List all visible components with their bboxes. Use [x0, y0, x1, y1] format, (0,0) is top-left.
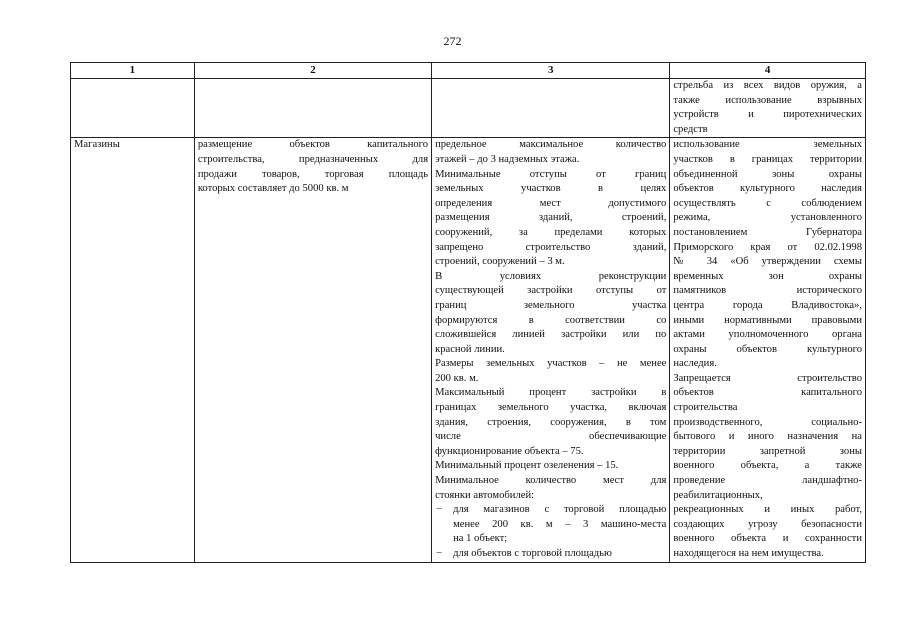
- table-row-shops: [71, 138, 866, 562]
- text-line: рекреационных и иных работ,: [673, 504, 862, 516]
- text-line: − для объектов с торговой площадью: [453, 548, 612, 559]
- text-line: памятников исторического: [673, 285, 862, 297]
- text-line: № 34 «Об утверждении схемы: [673, 256, 862, 268]
- text-line: на 1 объект;: [453, 533, 508, 545]
- text-line: В условиях реконструкции: [435, 270, 667, 282]
- text-line: наследия.: [673, 358, 717, 370]
- text-line: производственного, социально-: [673, 416, 862, 428]
- lines: [453, 503, 666, 547]
- text-line: реабилитационных,: [673, 489, 763, 501]
- text-line: земельных участков в целях: [435, 183, 667, 195]
- text-line: Минимальное количество мест для: [435, 475, 667, 487]
- cell-restrictions: [670, 138, 866, 562]
- text-line: сооружений, за пределами которых: [435, 226, 667, 238]
- text-line: функционирование объекта – 75.: [435, 445, 584, 457]
- lines: [435, 386, 666, 459]
- text-line: иными нормативными правовыми: [673, 314, 862, 326]
- text-line: строительства: [673, 402, 738, 414]
- text-line: красной линии.: [435, 343, 505, 355]
- text-line: − для магазинов с торговой площадью: [453, 504, 667, 516]
- text-line: актами уполномоченного органа: [673, 329, 862, 341]
- text-line: создающих угрозу безопасности: [673, 518, 862, 530]
- list-item: [435, 503, 666, 547]
- text-line: находящегося на нем имущества.: [673, 548, 824, 559]
- text-line: режима, установленного: [673, 212, 862, 224]
- lines: [673, 372, 862, 562]
- text-line: территории запретной зоны: [673, 445, 862, 457]
- text-line: Размеры земельных участков – не менее: [435, 358, 667, 370]
- list-item: [435, 547, 666, 562]
- text-line: формируются в соответствии со: [435, 314, 667, 326]
- cell-use-description: [194, 138, 431, 562]
- use-type-label: Магазины: [74, 139, 120, 151]
- text-line: предельное максимальное количество: [435, 139, 667, 151]
- text-line: которых составляет до 5000 кв. м: [197, 183, 349, 195]
- text-line: строительства, предназначенных для: [197, 153, 429, 165]
- header-col-1: 1: [71, 63, 195, 79]
- cell-parameters: [432, 138, 670, 562]
- text-line: Максимальный процент застройки в: [435, 387, 667, 399]
- table-row-continued: [71, 79, 866, 138]
- text-line: границах земельного участка, включая: [435, 402, 667, 414]
- text-line: Минимальные отступы от границ: [435, 168, 667, 180]
- text-line: размещения зданий, строений,: [435, 212, 667, 224]
- text-line: стрельба из всех видов оружия, а: [673, 80, 862, 91]
- text-line: Минимальный процент озеленения – 15.: [435, 460, 619, 472]
- text-line: объектов капитального: [673, 387, 862, 399]
- cell-empty: [194, 79, 431, 138]
- table-header-row: [71, 63, 866, 79]
- text-line: военного объекта, а также: [673, 460, 862, 472]
- regulations-table: [70, 62, 866, 563]
- text-line: границ земельного участка: [435, 299, 667, 311]
- cell-empty: [71, 79, 195, 138]
- text-line: здания, строения, сооружения, в том: [435, 416, 667, 428]
- text-line: продажи товаров, торговая площадь: [197, 168, 429, 180]
- text-line: временных зон охраны: [673, 270, 862, 282]
- lines: [198, 138, 428, 196]
- lines: [453, 547, 666, 562]
- text-line: постановлением Губернатора: [673, 226, 862, 238]
- cell-use-type: [71, 138, 195, 562]
- lines: [435, 357, 666, 386]
- text-line: центра города Владивостока»,: [673, 299, 862, 311]
- text-line: проведение ландшафтно-: [673, 475, 862, 487]
- text-line: также использование взрывных: [673, 94, 862, 106]
- header-col-2: 2: [194, 63, 431, 79]
- text-line: участков в границах территории: [673, 153, 862, 165]
- text-line: объектов культурного наследия: [673, 183, 862, 195]
- text-line: Приморского края от 02.02.1998: [673, 241, 862, 253]
- text-line: 200 кв. м.: [435, 372, 479, 384]
- text-line: осуществлять с соблюдением: [673, 197, 862, 209]
- text-line: бытового и иного назначения на: [673, 431, 862, 443]
- text-line: определения мест допустимого: [435, 197, 667, 209]
- header-col-3: 3: [432, 63, 670, 79]
- cell-empty: [432, 79, 670, 138]
- text-line: сложившейся линией застройки или по: [435, 329, 667, 341]
- page-number: 272: [443, 34, 462, 48]
- text-line: запрещено строительство зданий,: [435, 241, 667, 253]
- text-line: этажей – до 3 надземных этажа.: [435, 153, 580, 165]
- lines: [435, 270, 666, 358]
- text-line: строений, сооружений – 3 м.: [435, 256, 565, 268]
- text-line: размещение объектов капитального: [197, 139, 429, 151]
- text-line: охраны объектов культурного: [673, 343, 862, 355]
- lines: [435, 138, 666, 167]
- text-line: средств: [673, 123, 708, 135]
- text-line: объединенной зоны охраны: [673, 168, 862, 180]
- text-line: Запрещается строительство: [673, 372, 862, 384]
- text-line: стоянки автомобилей:: [435, 489, 535, 501]
- text-line: устройств и пиротехнических: [673, 109, 862, 121]
- text-line: использование земельных: [673, 139, 862, 151]
- header-col-4: 4: [670, 63, 866, 79]
- text-line: военного объекта и сохранности: [673, 533, 862, 545]
- text-line: существующей застройки отступы от: [435, 285, 667, 297]
- lines: [435, 474, 666, 503]
- lines: [673, 79, 862, 137]
- lines: [435, 168, 666, 270]
- lines: [435, 459, 666, 474]
- text-line: числе обеспечивающие: [435, 431, 667, 443]
- cell-continued-restrictions: [670, 79, 866, 138]
- lines: [673, 138, 862, 372]
- text-line: менее 200 кв. м – 3 машино-места: [453, 518, 667, 530]
- parking-list: [435, 503, 666, 561]
